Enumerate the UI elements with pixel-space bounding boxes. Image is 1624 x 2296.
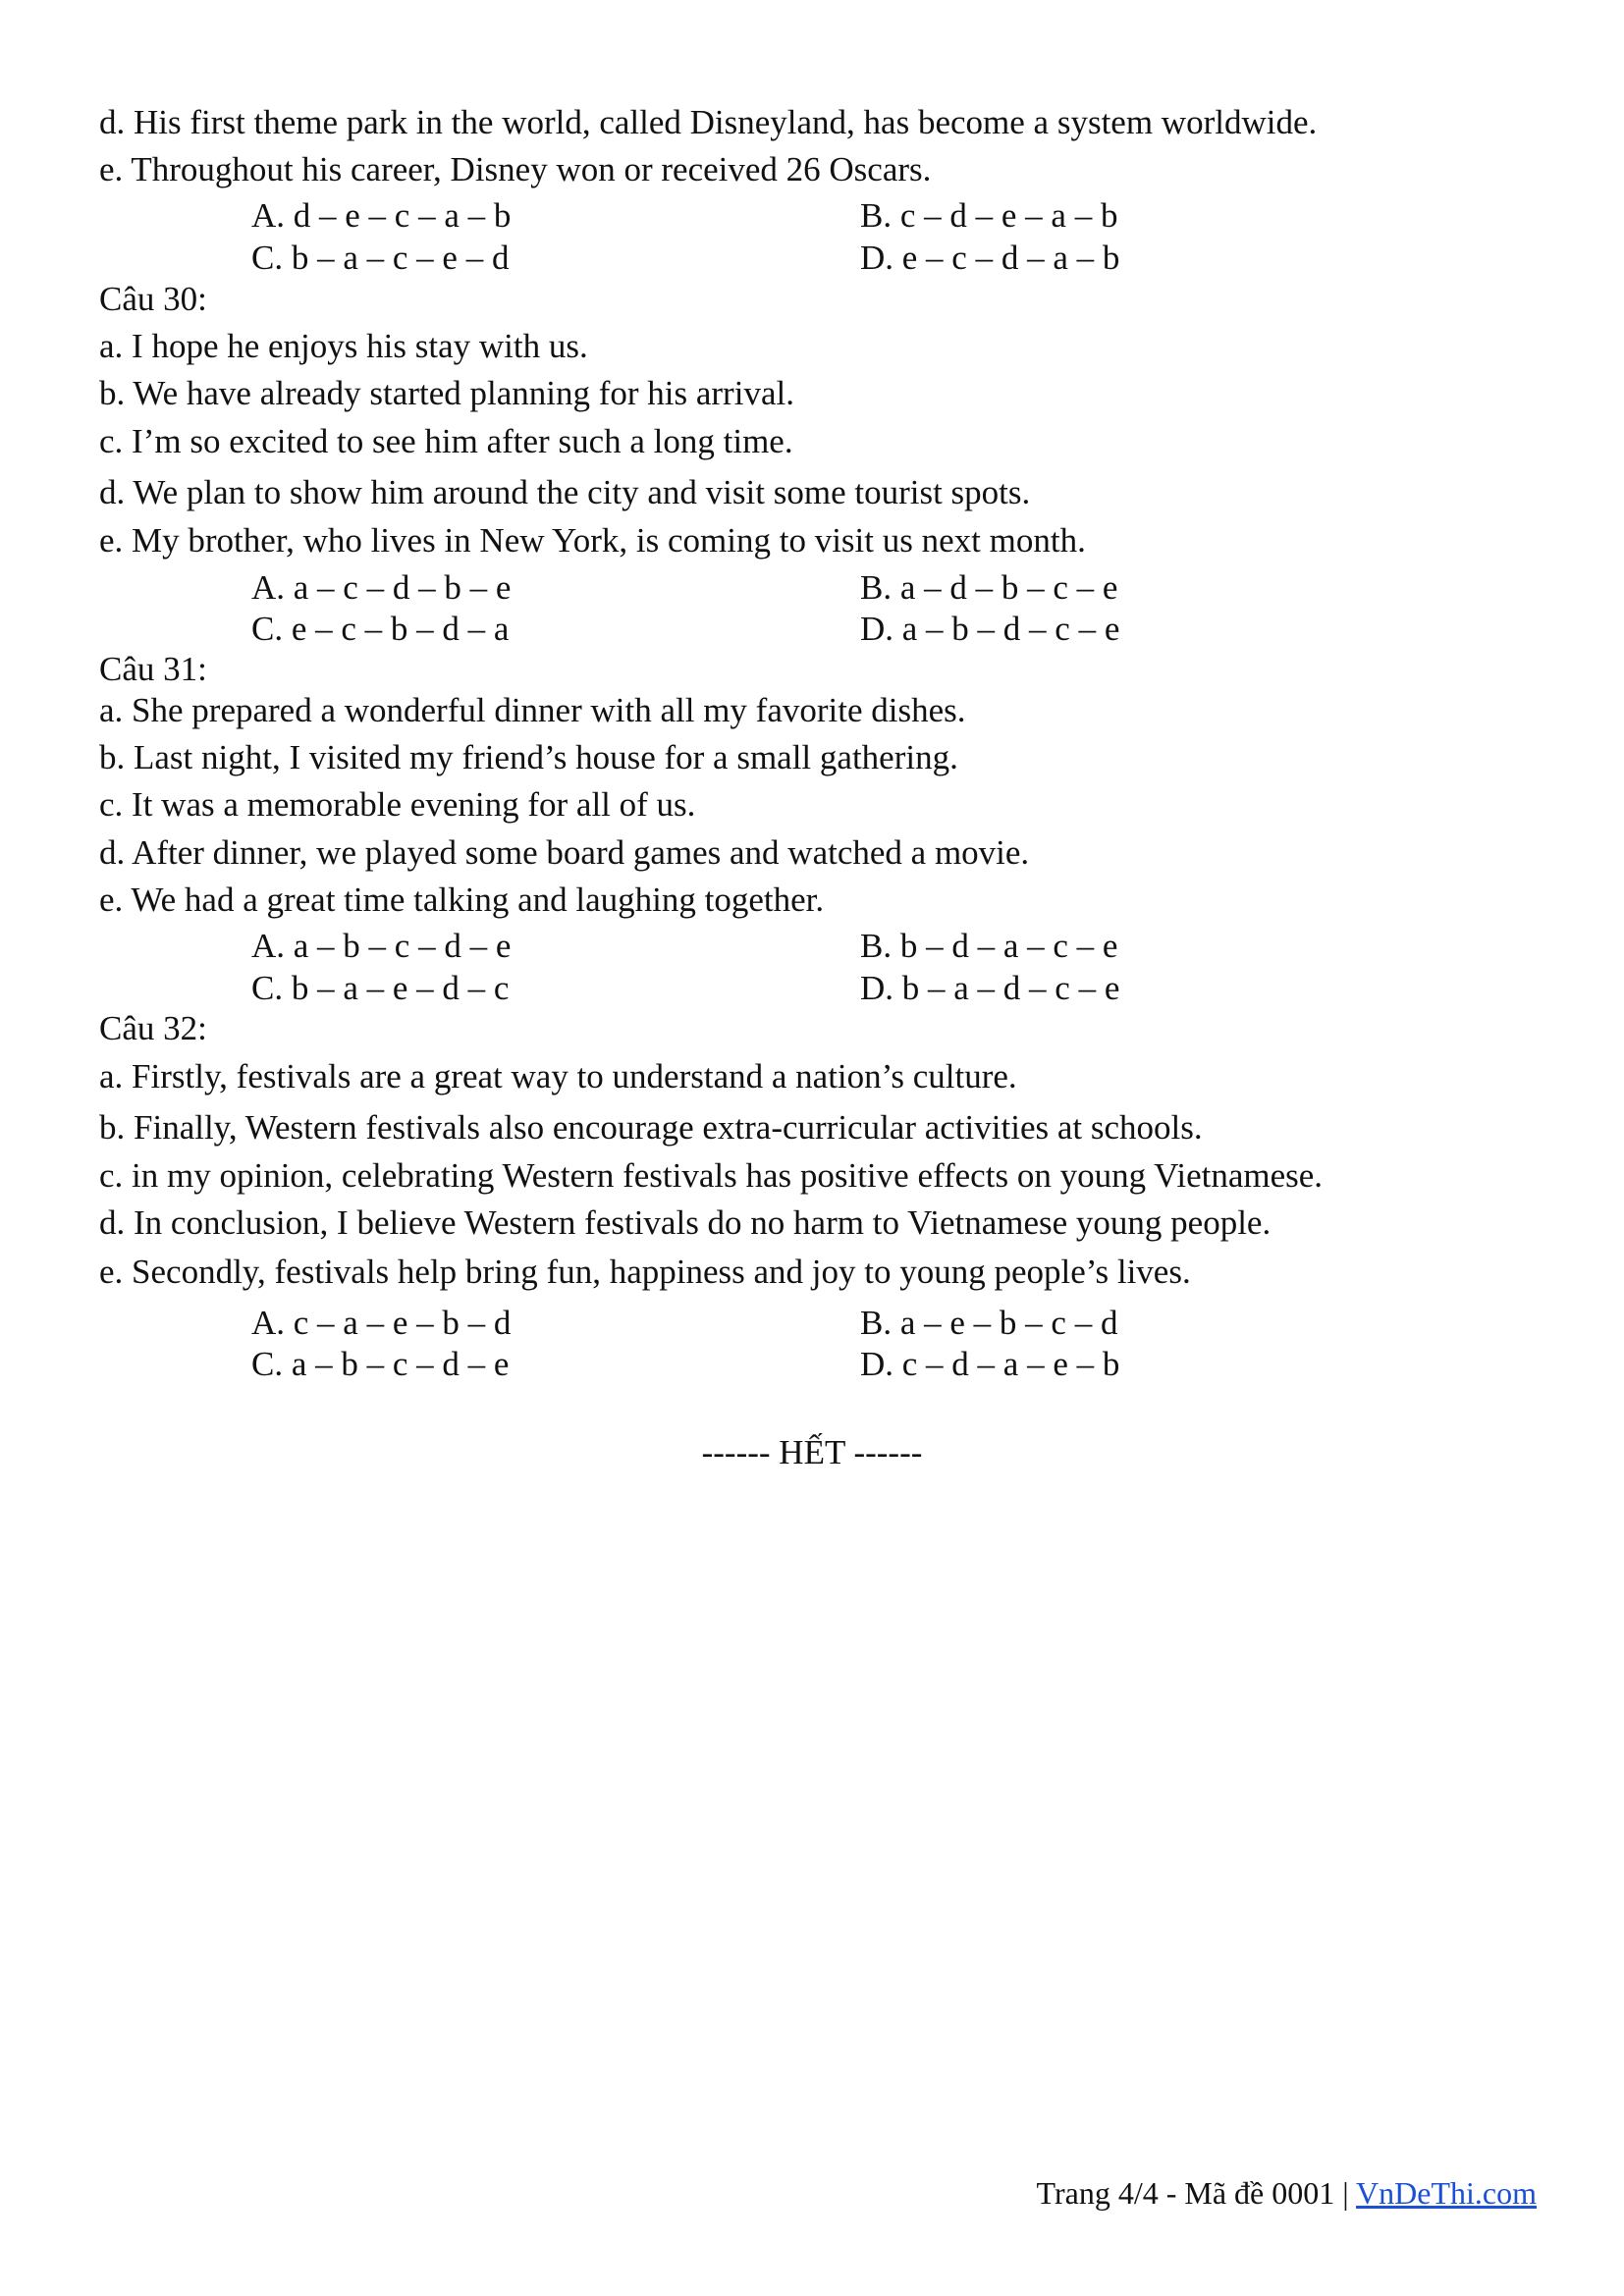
q32-item-b: b. Finally, Western festivals also encourage extra-curricular activities at schools. (99, 1108, 1203, 1147)
q31-item-b: b. Last night, I visited my friend’s house for a small gathering. (99, 738, 958, 776)
q29-option-c: C. b – a – c – e – d (251, 239, 510, 277)
q31-label: Câu 31: (99, 650, 207, 688)
page-footer (1037, 2177, 1537, 2209)
q32-label: Câu 32: (99, 1009, 207, 1047)
q29-option-d: D. e – c – d – a – b (860, 239, 1120, 277)
q30-option-a: A. a – c – d – b – e (251, 568, 512, 607)
q30-item-a: a. I hope he enjoys his stay with us. (99, 327, 588, 365)
q30-label: Câu 30: (99, 280, 207, 318)
footer-page-info: Trang 4/4 - Mã đề 0001 | (1036, 2175, 1357, 2211)
q30-option-d: D. a – b – d – c – e (860, 610, 1120, 648)
q32-item-e: e. Secondly, festivals help bring fun, happiness and joy to young people’s lives. (99, 1253, 1191, 1291)
footer-site-link[interactable]: VnDeThi.com (1356, 2175, 1537, 2211)
q30-option-b: B. a – d – b – c – e (860, 568, 1118, 607)
q29-item-e: e. Throughout his career, Disney won or received 26 Oscars. (99, 150, 932, 188)
q32-option-d: D. c – d – a – e – b (860, 1345, 1120, 1383)
q31-item-d: d. After dinner, we played some board games and watched a movie. (99, 833, 1030, 872)
q31-option-d: D. b – a – d – c – e (860, 969, 1120, 1007)
q31-item-a: a. She prepared a wonderful dinner with all my favorite dishes. (99, 691, 966, 729)
q30-option-c: C. e – c – b – d – a (251, 610, 510, 648)
q29-option-a: A. d – e – c – a – b (251, 196, 512, 235)
q29-option-b: B. c – d – e – a – b (860, 196, 1118, 235)
q30-item-e: e. My brother, who lives in New York, is coming to visit us next month. (99, 521, 1086, 560)
q32-item-c: c. in my opinion, celebrating Western festivals has positive effects on young Vietnamese. (99, 1156, 1324, 1195)
q31-option-b: B. b – d – a – c – e (860, 927, 1118, 965)
q32-item-d: d. In conclusion, I believe Western festivals do no harm to Vietnamese young people. (99, 1203, 1272, 1242)
q31-option-c: C. b – a – e – d – c (251, 969, 510, 1007)
q31-item-e: e. We had a great time talking and laughing together. (99, 881, 825, 919)
q31-item-c: c. It was a memorable evening for all of us. (99, 785, 696, 824)
q30-item-b: b. We have already started planning for his arrival. (99, 374, 794, 412)
end-marker: ------ HẾT ------ (701, 1433, 923, 1471)
q32-option-a: A. c – a – e – b – d (251, 1304, 512, 1342)
q32-option-b: B. a – e – b – c – d (860, 1304, 1118, 1342)
q30-item-d: d. We plan to show him around the city and visit some tourist spots. (99, 473, 1031, 511)
q30-item-c: c. I’m so excited to see him after such a long time. (99, 422, 793, 460)
q29-item-d: d. His first theme park in the world, called Disneyland, has become a system worldwide. (99, 103, 1318, 141)
q32-item-a: a. Firstly, festivals are a great way to understand a nation’s culture. (99, 1057, 1017, 1095)
q31-option-a: A. a – b – c – d – e (251, 927, 512, 965)
q32-option-c: C. a – b – c – d – e (251, 1345, 510, 1383)
